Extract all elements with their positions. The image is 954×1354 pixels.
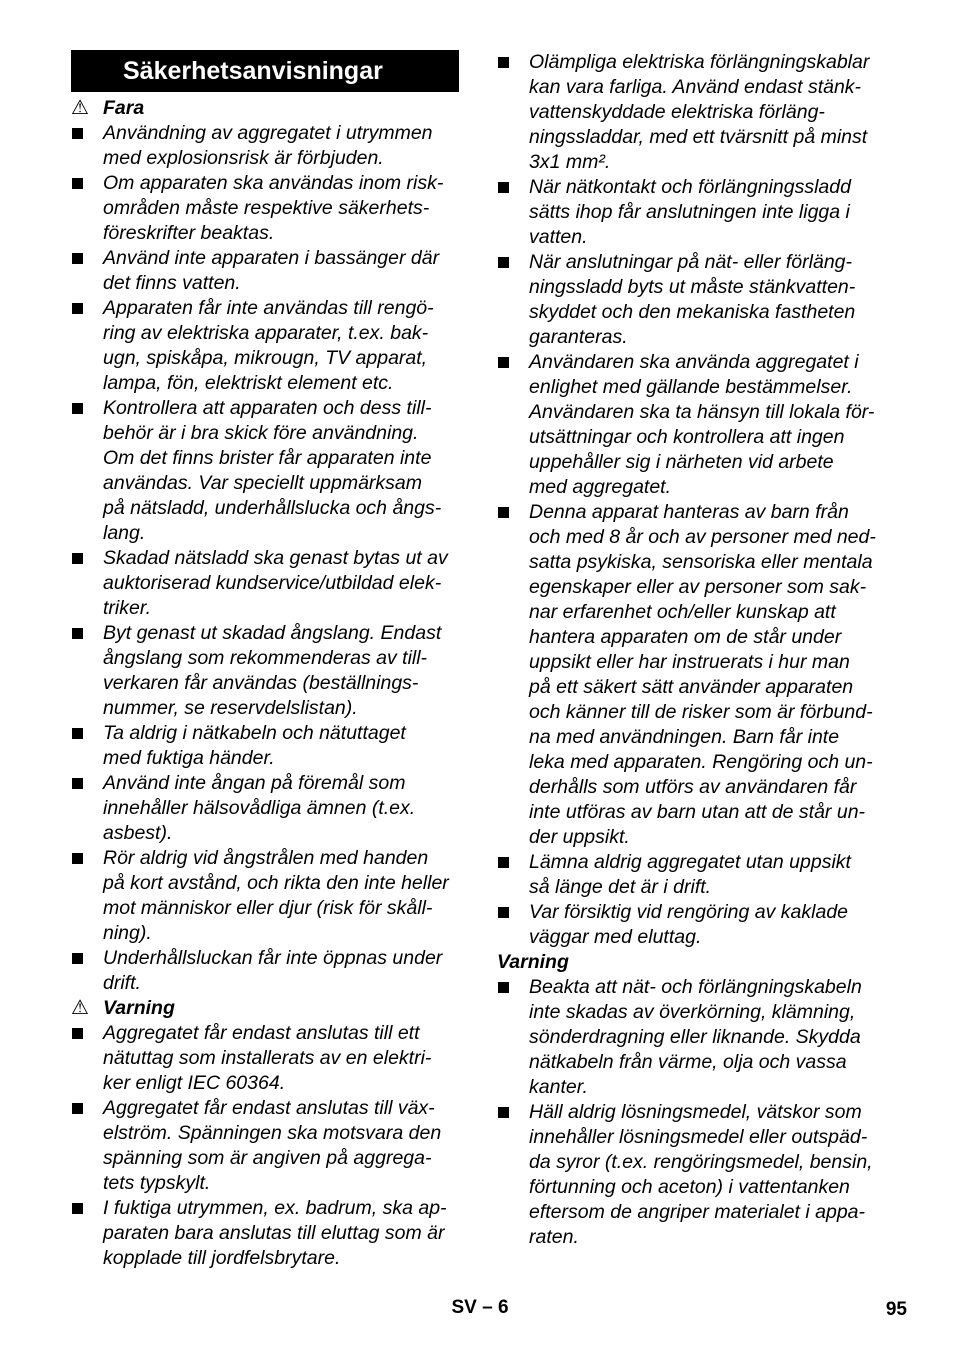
list-item <box>71 621 459 721</box>
warning-heading-text: Varning <box>497 951 569 973</box>
list-item-line: Aggregatet får endast anslutas till ett <box>103 1022 420 1044</box>
list-item-line: lang. <box>103 522 146 544</box>
list-item-line: skyddet och den mekaniska fastheten <box>529 301 856 323</box>
list-item-line: elström. Spänningen ska motsvara den <box>103 1122 442 1144</box>
list-item-line: paraten bara anslutas till eluttag som är <box>103 1222 445 1244</box>
page-number: 95 <box>885 1299 907 1320</box>
list-item-line: med explosionsrisk är förbjuden. <box>103 147 384 169</box>
list-item-line: 3x1 mm². <box>529 151 611 173</box>
list-item-line: användas. Var speciellt uppmärksam <box>103 472 423 494</box>
square-bullet-icon <box>72 628 83 639</box>
square-bullet-icon <box>72 553 83 564</box>
list-item-line: och med 8 år och av personer med ned- <box>529 526 876 548</box>
list-item-line: Byt genast ut skadad ångslang. Endast <box>103 622 442 644</box>
list-item-line: tets typskylt. <box>103 1172 211 1194</box>
list-item-line: det finns vatten. <box>103 272 241 294</box>
square-bullet-icon <box>72 853 83 864</box>
list-item-line: så länge det är i drift. <box>529 876 712 898</box>
list-item <box>71 1096 459 1196</box>
warning-heading <box>497 950 889 975</box>
list-item-line: Denna apparat hanteras av barn från <box>529 501 849 523</box>
list-item-line: på kort avstånd, och rikta den inte heller <box>103 872 449 894</box>
list-item <box>71 546 459 621</box>
list-item <box>497 500 889 850</box>
list-item-line: Aggregatet får endast anslutas till väx- <box>103 1097 435 1119</box>
list-item-line: och känner till de risker som är förbund- <box>529 701 873 723</box>
list-item <box>71 121 459 171</box>
square-bullet-icon <box>72 1028 83 1039</box>
list-item-line: Apparaten får inte användas till rengö- <box>103 297 434 319</box>
list-item-line: satta psykiska, sensoriska eller mentala <box>529 551 873 573</box>
list-item-line: mot människor eller djur (risk för skåll- <box>103 897 433 919</box>
square-bullet-icon <box>72 403 83 414</box>
list-item-line: nätkabeln från värme, olja och vassa <box>529 1051 847 1073</box>
list-item-line: Kontrollera att apparaten och dess till- <box>103 397 432 419</box>
section-title: Säkerhetsanvisningar <box>71 50 459 92</box>
list-item-line: drift. <box>103 972 141 994</box>
warning-heading-text: Varning <box>103 997 175 1019</box>
list-item-line: vatten. <box>529 226 588 248</box>
list-item-line: derhålls som utförs av användaren får <box>529 776 857 798</box>
square-bullet-icon <box>498 182 509 193</box>
list-item-line: Använd inte ångan på föremål som <box>103 772 406 794</box>
list-item-line: Rör aldrig vid ångstrålen med handen <box>103 847 429 869</box>
list-item <box>497 1100 889 1250</box>
list-item-line: inte skadas av överkörning, klämning, <box>529 1001 856 1023</box>
list-item-line: med fuktiga händer. <box>103 747 275 769</box>
list-item-line: kanter. <box>529 1076 588 1098</box>
list-item <box>497 50 889 175</box>
list-item-line: hantera apparaten om de står under <box>529 626 842 648</box>
list-item-line: ugn, spiskåpa, mikrougn, TV apparat, <box>103 347 428 369</box>
list-item <box>71 1021 459 1096</box>
list-item-line: garanteras. <box>529 326 628 348</box>
list-item <box>71 171 459 246</box>
list-item-line: Använd inte apparaten i bassänger där <box>103 247 440 269</box>
list-item <box>497 175 889 250</box>
list-item-line: ker enligt IEC 60364. <box>103 1072 286 1094</box>
warning-heading <box>71 96 459 121</box>
list-item-line: väggar med eluttag. <box>529 926 702 948</box>
list-item-line: Underhållsluckan får inte öppnas under <box>103 947 443 969</box>
list-item <box>497 350 889 500</box>
square-bullet-icon <box>498 1107 509 1118</box>
list-item-line: föreskrifter beaktas. <box>103 222 275 244</box>
list-item-line: nar erfarenhet och/eller kunskap att <box>529 601 836 623</box>
list-item <box>71 1196 459 1271</box>
list-item-line: kan vara farliga. Använd endast stänk- <box>529 76 862 98</box>
list-item-line: lampa, fön, elektriskt element etc. <box>103 372 394 394</box>
list-item-line: ningssladd byts ut måste stänkvatten- <box>529 276 856 298</box>
list-item-line: spänning som är angiven på aggrega- <box>103 1147 432 1169</box>
warning-heading <box>71 996 459 1021</box>
list-item-line: Lämna aldrig aggregatet utan uppsikt <box>529 851 851 873</box>
list-item-line: vattenskyddade elektriska förläng- <box>529 101 825 123</box>
square-bullet-icon <box>498 357 509 368</box>
square-bullet-icon <box>72 1203 83 1214</box>
list-item-line: Om apparaten ska användas inom risk- <box>103 172 444 194</box>
list-item-line: områden måste respektive säkerhets- <box>103 197 430 219</box>
list-item <box>71 721 459 771</box>
footer-section-label: SV – 6 <box>451 1297 509 1318</box>
square-bullet-icon <box>72 728 83 739</box>
warning-triangle-icon: ⚠ <box>71 997 89 1019</box>
list-item-line: sönderdragning eller liknande. Skydda <box>529 1026 861 1048</box>
list-item <box>71 296 459 396</box>
list-item <box>71 946 459 996</box>
list-item-line: förtunning och aceton) i vattentanken <box>529 1176 850 1198</box>
list-item-line: ning). <box>103 922 152 944</box>
square-bullet-icon <box>72 178 83 189</box>
list-item-line: Användaren ska ta hänsyn till lokala för- <box>529 401 875 423</box>
list-item-line: med aggregatet. <box>529 476 672 498</box>
warning-triangle-icon: ⚠ <box>71 97 89 119</box>
square-bullet-icon <box>72 303 83 314</box>
list-item-line: nummer, se reservdelslistan). <box>103 697 358 719</box>
list-item-line: auktoriserad kundservice/utbildad elek- <box>103 572 442 594</box>
square-bullet-icon <box>72 253 83 264</box>
list-item-line: innehåller lösningsmedel eller outspäd- <box>529 1126 868 1148</box>
list-item-line: der uppsikt. <box>529 826 630 848</box>
square-bullet-icon <box>498 857 509 868</box>
square-bullet-icon <box>498 982 509 993</box>
list-item-line: ningssladdar, med ett tvärsnitt på minst <box>529 126 868 148</box>
list-item-line: Olämpliga elektriska förlängningskablar <box>529 51 870 73</box>
left-content <box>71 96 459 1271</box>
list-item-line: na med användningen. Barn får inte <box>529 726 840 748</box>
square-bullet-icon <box>72 778 83 789</box>
square-bullet-icon <box>498 57 509 68</box>
list-item-line: nätuttag som installerats av en elektri- <box>103 1047 432 1069</box>
list-item-line: uppehåller sig i närheten vid arbete <box>529 451 834 473</box>
list-item <box>71 846 459 946</box>
list-item-line: Användaren ska använda aggregatet i <box>529 351 859 373</box>
list-item-line: på nätsladd, underhållslucka och ångs- <box>103 497 442 519</box>
square-bullet-icon <box>498 907 509 918</box>
list-item-line: Om det finns brister får apparaten inte <box>103 447 432 469</box>
right-content <box>497 50 889 1250</box>
list-item-line: När anslutningar på nät- eller förläng- <box>529 251 853 273</box>
list-item-line: ring av elektriska apparater, t.ex. bak- <box>103 322 429 344</box>
square-bullet-icon <box>72 1103 83 1114</box>
list-item-line: da syror (t.ex. rengöringsmedel, bensin, <box>529 1151 873 1173</box>
list-item <box>497 250 889 350</box>
list-item-line: Var försiktig vid rengöring av kaklade <box>529 901 849 923</box>
list-item-line: När nätkontakt och förlängningssladd <box>529 176 851 198</box>
list-item-line: Skadad nätsladd ska genast bytas ut av <box>103 547 448 569</box>
list-item-line: kopplade till jordfelsbrytare. <box>103 1247 341 1269</box>
list-item-line: på ett säkert sätt använder apparaten <box>529 676 854 698</box>
list-item-line: inte utföras av barn utan att de står un- <box>529 801 866 823</box>
left-column <box>71 50 459 1271</box>
list-item-line: uppsikt eller har instruerats i hur man <box>529 651 850 673</box>
list-item-line: I fuktiga utrymmen, ex. badrum, ska ap- <box>103 1197 447 1219</box>
list-item-line: verkaren får användas (beställnings- <box>103 672 419 694</box>
list-item <box>497 975 889 1100</box>
list-item-line: ångslang som rekommenderas av till- <box>103 647 428 669</box>
list-item-line: Häll aldrig lösningsmedel, vätskor som <box>529 1101 862 1123</box>
list-item-line: innehåller hälsovådliga ämnen (t.ex. <box>103 797 416 819</box>
list-item-line: asbest). <box>103 822 173 844</box>
list-item-line: Beakta att nät- och förlängningskabeln <box>529 976 862 998</box>
list-item <box>71 396 459 546</box>
list-item-line: egenskaper eller av personer som sak- <box>529 576 867 598</box>
list-item-line: sätts ihop får anslutningen inte ligga i <box>529 201 850 223</box>
list-item-line: raten. <box>529 1226 579 1248</box>
list-item <box>497 900 889 950</box>
list-item <box>71 246 459 296</box>
list-item-line: Användning av aggregatet i utrymmen <box>103 122 433 144</box>
list-item-line: leka med apparaten. Rengöring och un- <box>529 751 873 773</box>
list-item-line: eftersom de angriper materialet i appa- <box>529 1201 866 1223</box>
right-column <box>497 50 889 1250</box>
list-item <box>71 771 459 846</box>
square-bullet-icon <box>498 507 509 518</box>
list-item-line: utsättningar och kontrollera att ingen <box>529 426 845 448</box>
list-item-line: Ta aldrig i nätkabeln och nätuttaget <box>103 722 406 744</box>
square-bullet-icon <box>498 257 509 268</box>
list-item <box>497 850 889 900</box>
list-item-line: behör är i bra skick före användning. <box>103 422 419 444</box>
list-item-line: enlighet med gällande bestämmelser. <box>529 376 853 398</box>
square-bullet-icon <box>72 128 83 139</box>
square-bullet-icon <box>72 953 83 964</box>
list-item-line: triker. <box>103 597 152 619</box>
warning-heading-text: Fara <box>103 97 145 119</box>
